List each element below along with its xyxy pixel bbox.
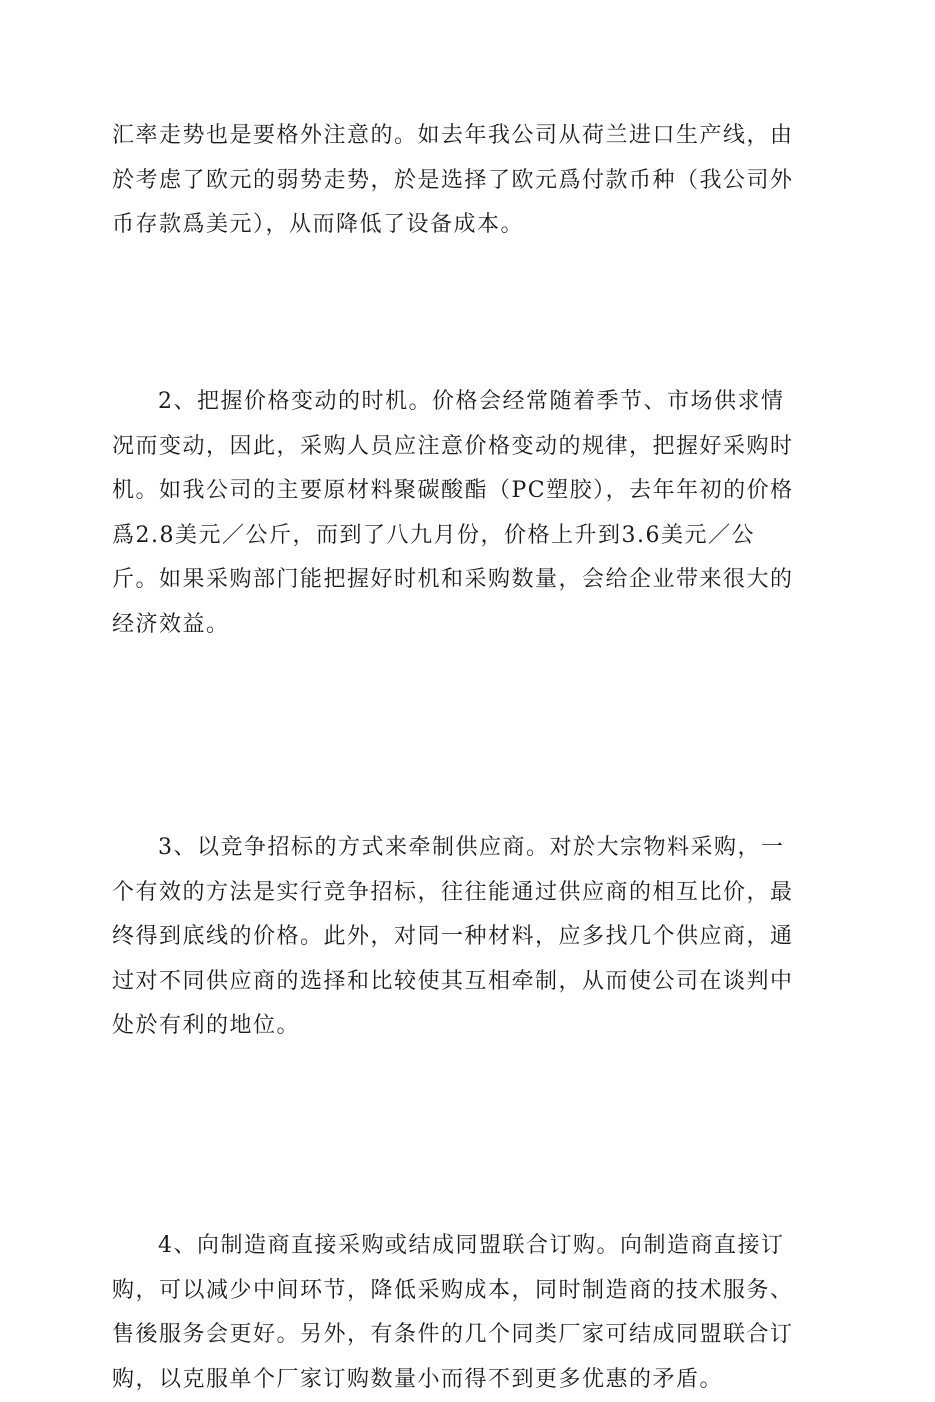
text-line: 於考虑了欧元的弱势走势，於是选择了欧元爲付款币种（我公司外	[112, 159, 826, 204]
text-line: 个有效的方法是实行竞争招标，往往能通过供应商的相互比价，最	[112, 871, 826, 916]
text-line: 况而变动，因此，采购人员应注意价格变动的规律，把握好采购时	[112, 425, 826, 470]
paragraph-direct-purchase	[112, 1224, 826, 1402]
text-line: 购，以克服单个厂家订购数量小而得不到更多优惠的矛盾。	[112, 1358, 826, 1402]
text-line: 斤。如果采购部门能把握好时机和采购数量，会给企业带来很大的	[112, 558, 826, 603]
text-line: 经济效益。	[112, 603, 826, 648]
text-line: 终得到底线的价格。此外，对同一种材料，应多找几个供应商，通	[112, 915, 826, 960]
text-line: 机。如我公司的主要原材料聚碳酸酯（PC塑胶），去年年初的价格	[112, 469, 826, 514]
text-line: 币存款爲美元），从而降低了设备成本。	[112, 203, 826, 248]
text-line: 2、把握价格变动的时机。价格会经常随着季节、市场供求情	[112, 380, 826, 425]
paragraph-competitive-bidding	[112, 826, 826, 1049]
text-line: 过对不同供应商的选择和比较使其互相牵制，从而使公司在谈判中	[112, 960, 826, 1005]
paragraph-price-timing	[112, 380, 826, 647]
text-line: 汇率走势也是要格外注意的。如去年我公司从荷兰进口生产线，由	[112, 114, 826, 159]
text-line: 购，可以减少中间环节，降低采购成本，同时制造商的技术服务、	[112, 1269, 826, 1314]
text-line: 处於有利的地位。	[112, 1004, 826, 1049]
text-line: 4、向制造商直接采购或结成同盟联合订购。向制造商直接订	[112, 1224, 826, 1269]
text-line: 3、以竞争招标的方式来牵制供应商。对於大宗物料采购，一	[112, 826, 826, 871]
text-line: 售後服务会更好。另外，有条件的几个同类厂家可结成同盟联合订	[112, 1313, 826, 1358]
paragraph-exchange-rate	[112, 114, 826, 248]
text-line: 爲2.8美元／公斤，而到了八九月份，价格上升到3.6美元／公	[112, 514, 826, 559]
